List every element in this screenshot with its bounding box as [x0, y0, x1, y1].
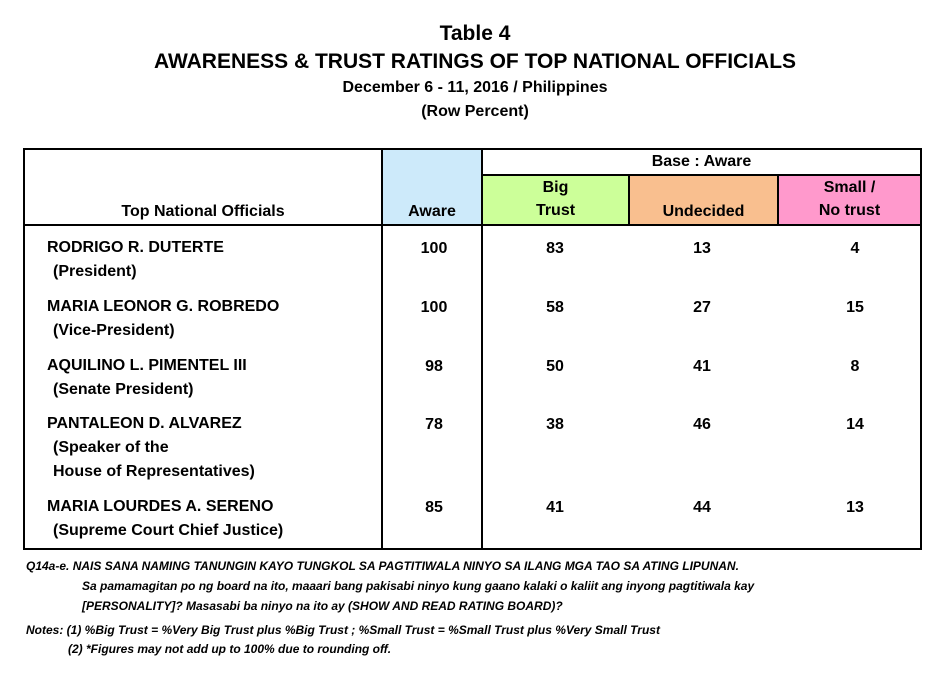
aware-value: 100: [420, 299, 448, 316]
official-row: [47, 295, 279, 343]
big-trust-line2: Trust: [535, 202, 576, 219]
official-row: [47, 412, 255, 484]
big-trust-value: 50: [546, 358, 564, 375]
undecided-value: 46: [693, 416, 711, 433]
big-trust-value: 83: [546, 240, 564, 257]
official-role-cont: House of Representatives): [53, 463, 255, 480]
aware-value: 98: [425, 358, 443, 375]
notes-line1: Notes: (1) %Big Trust = %Very Big Trust plus %Big Trust ; %Small Trust = %Small Trust plus %Very Small Trust: [26, 623, 660, 637]
official-row: [47, 236, 224, 284]
divider: [25, 224, 920, 226]
official-row: [47, 495, 283, 543]
survey-date: December 6 - 11, 2016 / Philippines: [342, 79, 608, 96]
question-text-line2: Sa pamamagitan po ng board na ito, maaari bang pakisabi ninyo kung gaano kalaki o kaliit ang inyong pagtitiwala kay: [82, 579, 755, 593]
table-number: Table 4: [439, 22, 511, 45]
question-text-line1: Q14a-e. NAIS SANA NAMING TANUNGIN KAYO TUNGKOL SA PAGTITIWALA NINYO SA ILANG MGA TAO SA ATING LIPUNAN.: [26, 559, 739, 573]
col-header-undecided: Undecided: [662, 203, 745, 220]
aware-value: 85: [425, 499, 443, 516]
notes-line2: (2) *Figures may not add up to 100% due to rounding off.: [68, 642, 392, 656]
official-row: [47, 354, 247, 402]
big-trust-value: 41: [546, 499, 564, 516]
official-name: MARIA LEONOR G. ROBREDO: [47, 298, 280, 315]
undecided-value: 27: [693, 299, 711, 316]
question-text-line3: [PERSONALITY]? Masasabi ba ninyo na ito ay (SHOW AND READ RATING BOARD)?: [82, 599, 563, 613]
big-trust-value: 58: [546, 299, 564, 316]
official-name: MARIA LOURDES A. SERENO: [47, 498, 274, 515]
table-subtitle: (Row Percent): [421, 103, 529, 120]
table-title: AWARENESS & TRUST RATINGS OF TOP NATIONAL OFFICIALS: [153, 50, 797, 73]
undecided-value: 13: [693, 240, 711, 257]
small-trust-value: 8: [850, 358, 860, 375]
official-role: (Speaker of the: [53, 439, 169, 456]
official-role: (Senate President): [53, 381, 194, 398]
small-trust-value: 15: [846, 299, 864, 316]
group-header-base-aware: Base : Aware: [651, 153, 752, 170]
col-header-aware: Aware: [408, 203, 456, 220]
small-trust-value: 14: [846, 416, 864, 433]
official-role: (Vice-President): [53, 322, 175, 339]
official-name: AQUILINO L. PIMENTEL III: [47, 357, 247, 374]
official-role: (President): [53, 263, 137, 280]
aware-value: 100: [420, 240, 448, 257]
col-header-officials: Top National Officials: [121, 203, 285, 220]
small-trust-value: 4: [850, 240, 860, 257]
official-name: PANTALEON D. ALVAREZ: [47, 415, 242, 432]
small-trust-line1: Small /: [823, 179, 876, 196]
small-trust-line2: No trust: [818, 202, 881, 219]
col-header-big-trust: [483, 176, 628, 222]
col-header-small-trust: [779, 176, 920, 222]
small-trust-value: 13: [846, 499, 864, 516]
official-role: (Supreme Court Chief Justice): [53, 522, 284, 539]
undecided-value: 44: [693, 499, 711, 516]
ratings-table: [23, 148, 922, 550]
official-name: RODRIGO R. DUTERTE: [47, 239, 224, 256]
aware-value: 78: [425, 416, 443, 433]
big-trust-value: 38: [546, 416, 564, 433]
big-trust-line1: Big: [542, 179, 569, 196]
undecided-value: 41: [693, 358, 711, 375]
